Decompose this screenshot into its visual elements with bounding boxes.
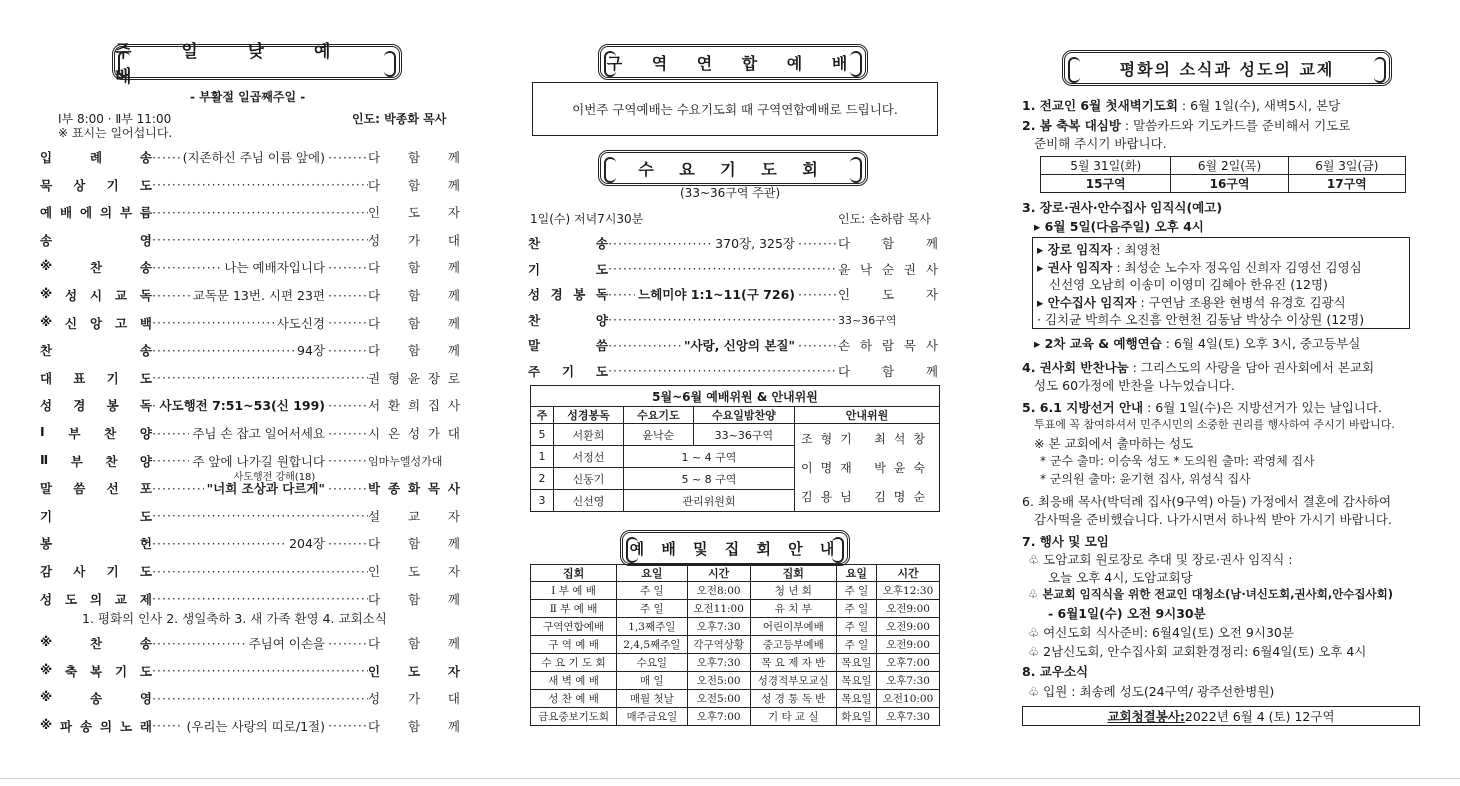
worship-row [40,472,460,499]
duty-row: 1 서정선 1 ~ 4 구역 [531,446,940,468]
news-5-cont: 투표에 꼭 참여하셔서 민주시민의 소중한 권리를 행사하여 주시기 바랍니다. [1034,418,1395,431]
worship-label: 성 경 봉 독 [40,398,152,414]
worship-row [40,174,460,196]
wednesday-row [528,334,938,356]
schedule-header: 요일 [836,565,876,582]
ushers: 조형기 최석창 이명재 박윤숙 김용님 김명순 [795,424,940,512]
schedule-table-wrap [530,564,940,726]
duty-header: 수요일밤찬양 [693,407,794,424]
schedule-table [530,564,940,726]
worship-row [40,146,460,168]
worship-label: ※ 신 앙 고 백 [40,313,152,331]
news-5-cont4: * 군의원 출마: 윤기현 집사, 위성식 집사 [1040,472,1251,486]
worship-row [40,532,460,554]
duty-table-wrap [530,385,940,512]
worship-subtitle: - 부활절 일곱째주일 - [190,90,306,104]
worship-content: "너희 조상과 다르게" 사도행전 강해(18) [204,479,328,497]
news-2-cont: 준비해 주시기 바랍니다. [1034,136,1167,151]
worship-content: (지존하신 주님 이름 앞에) [182,150,325,165]
news-7d: ♧ 2남신도회, 안수집사회 교회환경정리: 6월4일(토) 오후 4시 [1028,644,1367,659]
worship-by: 설 교 자 [368,508,460,524]
worship-row [40,256,460,278]
wednesday-label: 찬 양 [528,312,608,328]
worship-by: 다 함 께 [368,177,460,193]
worship-by: 성 가 대 [368,232,460,248]
worship-row [40,660,460,682]
bottom-rule [0,778,1460,779]
wednesday-subtitle: (33~36구역 주관) [680,186,781,200]
worship-row [40,367,460,389]
elders-line: ▸ 장로 임직자 : 최영천 [1037,242,1161,257]
worship-by: 다 함 께 [368,343,460,359]
district-notice-box [532,82,938,136]
worship-label: 예 배 에 의 부 름 [40,205,152,221]
news-3: 3. 장로·권사·안수집사 임직식(예고) [1022,200,1223,215]
deacon-line: ▸ 안수집사 임직자 : 구연남 조용완 현병석 유경호 김광식 [1037,295,1346,310]
worship-label: Ⅱ 부 찬 양 [40,451,152,469]
cleaning-value: 2022년 6월 4 (토) 12구역 [1184,709,1335,724]
worship-content: 사도신경 [276,315,325,331]
worship-by: 다 함 께 [368,718,460,734]
worship-row [40,715,460,737]
wednesday-content: "사랑, 신앙의 본질" [683,338,795,353]
worship-row [40,687,460,709]
worship-label: 성 도 의 교 제 [40,591,152,607]
worship-content: 주님여 이손을 [248,636,325,651]
worship-row [40,422,460,444]
worship-label: ※ 찬 송 [40,634,152,651]
worship-content: (우리는 사랑의 띠로/1절) [186,718,325,734]
worship-row [40,339,460,361]
wednesday-label: 기 도 [528,261,608,277]
news-5: 5. 6.1 지방선거 안내 : 6월 1일(수)은 지방선거가 있는 날입니다. [1022,400,1382,415]
wednesday-row [528,232,938,254]
worship-content: 94장 [297,343,325,359]
visit-date: 6월 3일(금) [1288,157,1405,175]
worship-by: 인 도 자 [368,564,460,579]
wednesday-leader: 인도: 손하람 목사 [838,212,931,226]
news-8-item: ♧ 입원 : 최송례 성도(24구역/ 광주선한병원) [1028,684,1275,699]
news-7a-cont: 오늘 오후 4시, 도암교회당 [1048,570,1193,585]
visit-date: 6월 2일(목) [1171,157,1288,175]
news-7a: ♧ 도암교회 원로장로 추대 및 장로·권사 임직식 : [1028,552,1293,567]
worship-label: 대 표 기 도 [40,370,152,386]
district-worship-banner: 구 역 연 합 예 배 [598,44,868,80]
worship-label: Ⅰ 부 찬 양 [40,424,152,441]
kwonsa-line: ▸ 권사 임직자 : 최성순 노수자 정옥임 신희자 김영선 김영심 [1037,260,1362,275]
worship-row [40,394,460,416]
news-7: 7. 행사 및 모임 [1022,534,1109,549]
duty-header: 안내위원 [795,407,940,424]
wednesday-row [528,283,938,305]
worship-label: 찬 송 [40,343,152,359]
wednesday-by: 다 함 께 [838,363,938,379]
duty-table-title: 5월~6월 예배위원 & 안내위원 [531,386,940,407]
worship-by: 다 함 께 [368,636,460,651]
worship-content: 주 앞에 나가길 원합니다 [192,453,325,469]
worship-row [40,632,460,654]
duty-header: 주 [531,407,554,424]
news-3-date: ▸ 6월 5일(다음주일) 오후 4시 [1034,219,1204,234]
worship-row [40,312,460,334]
schedule-header: 집회 [750,565,836,582]
schedule-row: 수 요 기 도 회 수요일 오후7:30 목 요 제 자 반 목요일 오후7:00 [531,654,940,672]
cleaning-label: 교회청결봉사: [1107,709,1185,724]
worship-content: 사도행전 7:51~53(신 199) [159,398,325,414]
wednesday-label: 말 씀 [528,338,608,353]
worship-by: 다 함 께 [368,591,460,607]
news-title: 평화의 소식과 성도의 교제 [1119,59,1335,79]
wednesday-label: 성 경 봉 독 [528,287,608,302]
worship-label: ※ 송 영 [40,689,152,706]
worship-by: 성 가 대 [368,691,460,706]
wednesday-row [528,309,938,331]
worship-label: ※ 파 송 의 노 래 [40,716,152,734]
worship-by: 다 함 께 [368,260,460,276]
worship-label: 감 사 기 도 [40,564,152,579]
worship-content: 나는 예배자입니다 [224,260,325,276]
worship-leader: 인도: 박종화 목사 [352,112,447,126]
news-2: 2. 봄 축복 대심방 : 말씀카드와 기도카드를 준비해서 기도로 [1022,118,1351,133]
worship-label: 봉 헌 [40,536,152,552]
worship-row [40,505,460,527]
worship-row [40,229,460,251]
worship-by: 다 함 께 [368,288,460,303]
ordination-box [1032,237,1410,329]
worship-by: 박 종 화 목 사 [368,481,460,497]
schedule-row: 구역연합예배 1,3째주일 오후7:30 어린이부예배 주 일 오전9:00 [531,618,940,636]
schedule-header: 집회 [531,565,617,582]
schedule-row: 금요중보기도회 매주금요일 오후7:00 기 타 교 실 화요일 오후7:30 [531,708,940,726]
schedule-row: 구 역 예 배 2,4,5째주일 각구역상황 중고등부예배 주 일 오전9:00 [531,636,940,654]
visit-table [1040,156,1406,193]
duty-row: 3 신선영 관리위원회 [531,490,940,512]
duty-row: 2 신동기 5 ~ 8 구역 [531,468,940,490]
worship-title-banner [112,42,402,87]
fellowship-list: 1. 평화의 인사 2. 생일축하 3. 새 가족 환영 4. 교회소식 [82,611,387,626]
wednesday-label: 찬 송 [528,236,608,251]
worship-label: 입 례 송 [40,150,152,165]
worship-label: 기 도 [40,508,152,524]
visit-date: 5월 31일(화) [1041,157,1171,175]
wednesday-by: 33~36구역 [838,313,897,327]
worship-by: 서 환 희 집 사 [368,398,460,414]
news-6-cont: 감사떡을 준비했습니다. 나가시면서 하나씩 받아 가시기 바랍니다. [1034,512,1392,527]
duty-row: 5 서환희 윤낙순 33~36구역 조형기 최석창 이명재 박윤숙 김용님 김명순 [531,424,940,446]
worship-content: 주님 손 잡고 일어서세요 [192,426,325,441]
schedule-header: 시간 [687,565,750,582]
district-notice: 이번주 구역예배는 수요기도회 때 구역연합예배로 드립니다. [572,102,898,117]
schedule-banner: 예 배 및 집 회 안 내 [620,530,850,566]
worship-row [40,560,460,582]
wednesday-content: 370장, 325장 [715,236,795,251]
worship-sub: 사도행전 강해(18) [233,472,316,484]
wednesday-row [528,258,938,280]
worship-label: 묵 상 기 도 [40,177,152,193]
worship-by: 다 함 께 [368,150,460,165]
worship-content: 204장 [289,536,325,552]
wednesday-prayer-banner: 수 요 기 도 회 [598,150,868,186]
worship-content: 교독문 13번. 시편 23편 [192,288,325,303]
schedule-header: 요일 [617,565,687,582]
worship-label: ※ 찬 송 [40,258,152,276]
worship-by: 인 도 자 [368,205,460,221]
worship-by: 다 함 께 [368,315,460,331]
wednesday-by: 손 하 람 목 사 [838,338,938,353]
visit-group: 15구역 [1041,175,1171,193]
news-7c: ♧ 여신도회 식사준비: 6월4일(토) 오전 9시30분 [1028,625,1294,640]
news-1: 1. 전교인 6월 첫새벽기도회 : 6월 1일(수), 새벽5시, 본당 [1022,98,1341,113]
news-6: 6. 최응배 목사(박덕례 집사(9구역) 아들) 가정에서 결혼에 감사하여 [1022,494,1392,509]
worship-label: ※ 성 시 교 독 [40,286,152,303]
worship-by: 권 형 윤 장 로 [368,370,460,386]
worship-by: 다 함 께 [368,536,460,552]
worship-row [40,284,460,306]
visit-group: 17구역 [1288,175,1405,193]
schedule-row: 성 찬 예 배 매월 첫날 오전5:00 성 경 통 독 반 목요일 오전10:00 [531,690,940,708]
wednesday-by: 인 도 자 [838,287,938,302]
kwonsa-line-2: 신선영 오남희 이송미 이영미 김혜아 한유진 (12명) [1049,277,1328,292]
news-3-edu: ▸ 2차 교육 & 예행연습 : 6월 4일(토) 오후 3시, 중고등부실 [1034,336,1361,351]
worship-row [40,588,460,610]
news-4: 4. 권사회 반찬나눔 : 그리스도의 사랑을 담아 권사회에서 본교회 [1022,360,1375,375]
service-times: Ⅰ부 8:00 · Ⅱ부 11:00 [58,112,172,126]
schedule-row: Ⅱ 부 예 배 주 일 오전11:00 유 치 부 주 일 오전9:00 [531,600,940,618]
news-5-cont2: ※ 본 교회에서 출마하는 성도 [1034,436,1194,451]
deacon-line-2: · 김치균 박희수 오진흠 안현천 김동남 박상수 이상원 (12명) [1037,312,1365,327]
worship-label: 송 영 [40,232,152,248]
worship-title: 주 일 낮 예 배 [115,42,353,87]
visit-group: 16구역 [1171,175,1288,193]
worship-by: 인 도 자 [368,663,460,679]
duty-header: 수요기도 [623,407,693,424]
news-title-banner [1062,50,1392,86]
news-8: 8. 교우소식 [1022,664,1089,679]
wednesday-by: 윤 낙 순 권 사 [838,261,938,277]
worship-label: ※ 축 복 기 도 [40,661,152,679]
news-5-cont3: * 군수 출마: 이승욱 성도 * 도의원 출마: 곽영체 집사 [1040,454,1315,468]
news-4-cont: 성도 60가정에 반찬을 나누었습니다. [1034,378,1235,393]
wednesday-label: 주 기 도 [528,363,608,379]
visit-table-wrap [1040,156,1406,193]
cleaning-box [1022,706,1420,726]
standing-note: ※ 표시는 일어섭니다. [58,126,173,140]
worship-by: 시 온 성 가 대 [368,426,460,441]
news-7b: ♧ 본교회 임직식을 위한 전교인 대청소(남·녀신도회,권사회,안수집사회) [1028,587,1393,601]
worship-label: 말 씀 선 포 [40,481,152,497]
wednesday-content: 느헤미야 1:1~11(구 726) [638,287,795,302]
news-7b-cont: - 6월1일(수) 오전 9시30분 [1048,606,1206,621]
schedule-row: Ⅰ 부 예 배 주 일 오전8:00 청 년 회 주 일 오후12:30 [531,582,940,600]
schedule-row: 새 벽 예 배 매 일 오전5:00 성경적부모교실 목요일 오후7:30 [531,672,940,690]
duty-table [530,385,940,512]
wednesday-when: 1일(수) 저녁7시30분 [530,212,644,226]
wednesday-by: 다 함 께 [838,236,938,251]
wednesday-row [528,360,938,382]
worship-row [40,201,460,223]
duty-header: 성경봉독 [554,407,624,424]
worship-by: 임마누엘성가대 [368,454,443,468]
schedule-header: 시간 [877,565,940,582]
